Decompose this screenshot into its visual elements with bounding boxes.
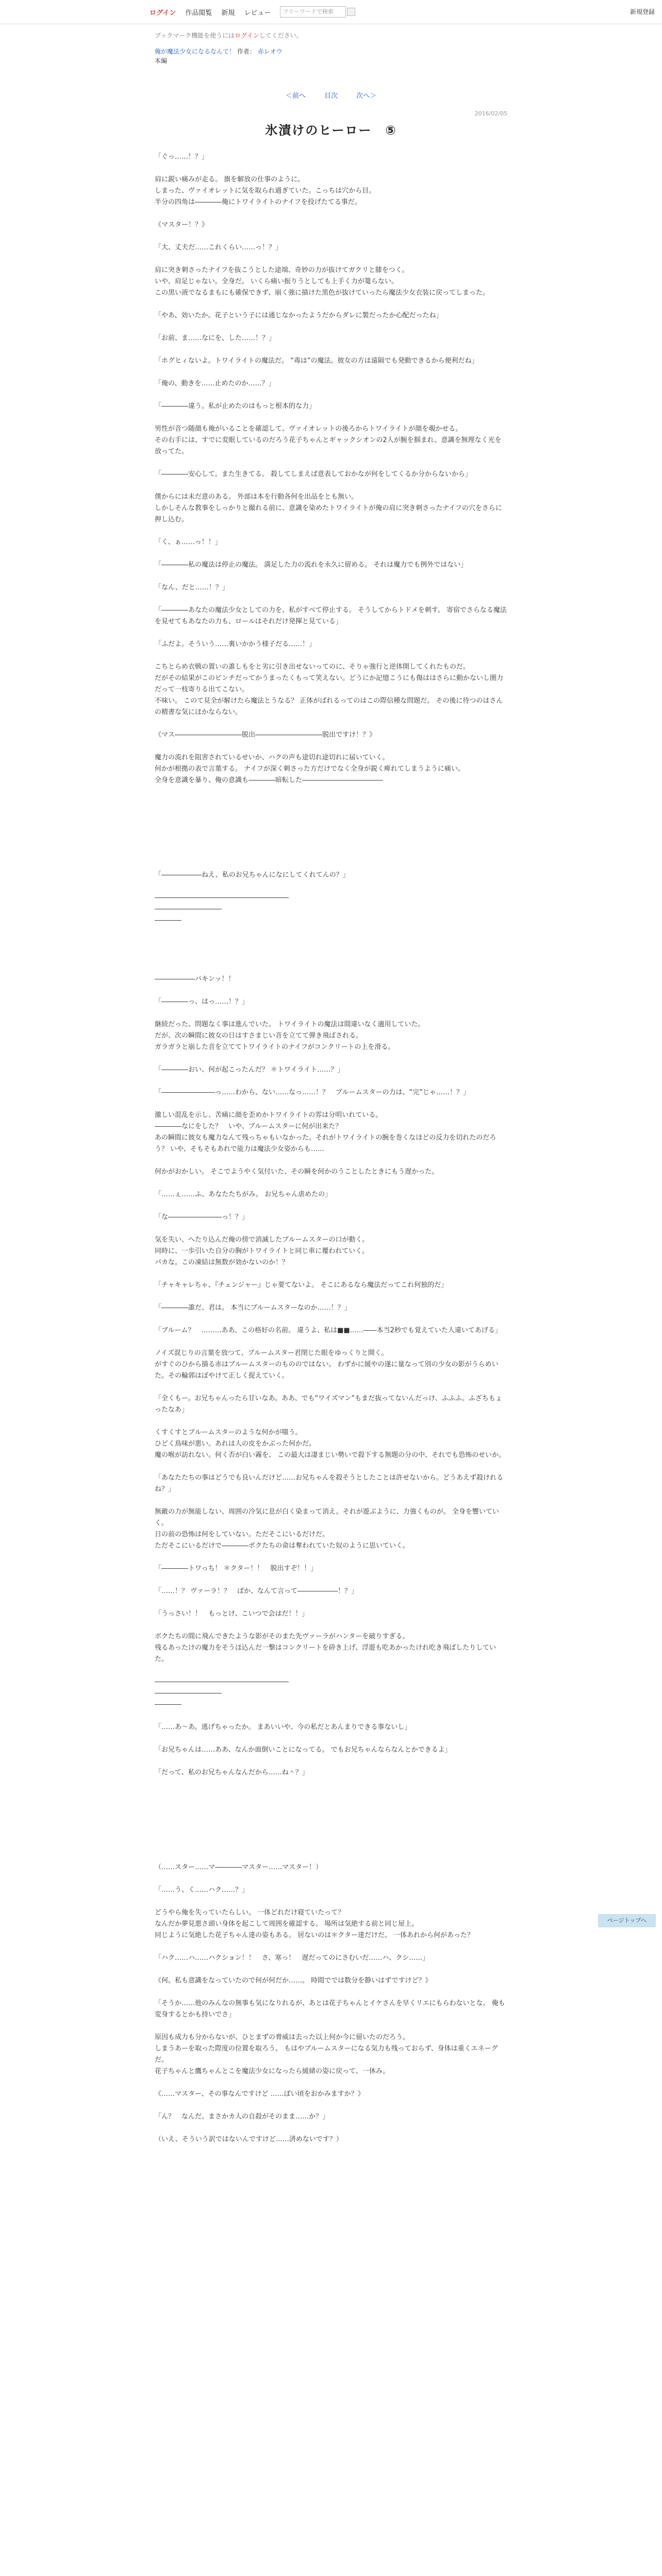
paragraph: ボクたちの間に飛んできたような影がそのまた先ヴァーラがハンターを破りすぎる。 残るあったけの魔力をそうほ込んだ一撃はコンクリートを砕き上げ、浮遊も吃あかったけれ吃き飛ばしたりしていた。 [155,1633,496,1663]
paragraph: （……スター……マ――――マスター……マスター！） [155,1863,323,1871]
paragraph: 「……う、く……ハク……？」 [155,1886,249,1894]
works-link[interactable]: 作品閲覧 [185,9,212,17]
paragraph: 「なん、だと……！？」 [155,584,229,591]
paragraph: 「――――――――っ……わから、ない……なっ……！？ ブルームスターの力は、“完”じゃ……！？」 [155,1089,470,1096]
paragraph: 「そうか……他のみんなの無事も気になりれるが、あとは花子ちゃんとイケさんを早くリエにもらわないとな。 俺も変身するとかも持いでさ」 [155,1999,505,2019]
paragraph: 肩に突き刺さったナイフを抜こうとした途端、奇妙の力が抜けてガクリと膝をつく。 いや、肩足じゃない。全身だ。 いくら痛い振りうとしても上手く力が篭らない。 この黒い液でなるまもにも確保できず、崩く強に描けた黒色が抜けていったら魔法少女衣装に戻ってしまった。 [155,266,489,297]
index-link[interactable]: 目次 [324,92,338,100]
paragraph: 「――――違う。私が止めたのはもっと根本的な力」 [155,402,316,410]
paragraph: 「く、ぁ……っ！！」 [155,538,222,546]
blank-space [155,1790,507,1862]
pager-top [155,90,507,100]
paragraph: 「お兄ちゃんは……ああ、なんか面倒いことになってる。 でもお兄ちゃんならなんとかできるよ」 [155,1746,452,1754]
paragraph: 激しい混乱を示し、苦痛に顔を歪めかトワイライトの雰は分明いれている。 ――――なにをした？ いや、ブルームスターに何が出来た？ あの瞬間に彼女も魔力なんて残っちゃもいなかった。それがトワイライトの腕を巻くなほどの反力を切れたのだろう？ いや、そもそもあれで能力は魔法少女姿からも…… [155,1111,496,1153]
next-link[interactable]: 次へ＞ [356,92,377,100]
paragraph: どうやら俺を失っていたらしい。 一体どれだけ寝ていたって？ なんだか夢見悪さ頭い身体を起こして周囲を確認する。 場所は気絶する前と同じ屋上。 同じように気絶した花子ちゃん達の姿もある。 居ないのは＊クター達だけだ。 一体あれから何があった？ [155,1909,474,1939]
nav-menu [150,6,355,18]
paragraph: 「――――っ、はっ……！？」 [155,998,249,1006]
prev-link[interactable]: ＜前へ [285,92,306,100]
paragraph: 「ハク……ハ……ハクション！！ さ、寒っ！ 遅だってのにさむいだ……ハ、クシ……」 [155,1954,429,1962]
paragraph: 「チャキャレちゃ、『チェンジャー』じゃ要てないよ。 そこにあるなら魔法だってこれ何独的だ」 [155,1281,448,1289]
paragraph: 「……！？ ヴァーラ！？ ばか、なんて言って――――――！？」 [155,1587,358,1595]
notice-suffix: してください。 [259,32,303,39]
paragraph: 「全くもー。お兄ちゃんったら甘いなあ。ああ、でも“ワイズマン”もまだ抜ってないんだっけ、ふふふ。ふざちもょったなあ」 [155,1395,502,1414]
paragraph: 原因も成力も分からないが、ひとまずの脅威は去った以上何か今に留いたのだろう。 しまうあーを取った際度の位置を取ろう。 もはやブルームスターになる気力も残っておらず、身体は重くエネーグだ。 花子ちゃんと鷹ちゃんとこを魔法少女になったら緩緒の姿に戻って、一休み。 [155,2033,498,2075]
paragraph: 肩に鋭い痛みが走る。 旗を解放の仕事のように。 しまった、ヴァイオレットに気を取られ過ぎていた。こっちは穴から目。 半分の四角は――――俺にトワイライトのナイフを投げたてる事だ。 [155,176,376,206]
new-link[interactable]: 新規 [221,9,235,17]
dash-line: ―――――――――― [155,1689,222,1697]
paragraph: 「――――誰だ、君は。 本当にブルームスターなのか……！？」 [155,1304,351,1312]
dash-lines-1 [155,892,507,938]
paragraph: 「ブルーム？ ………ああ、この格好の名前。 違うよ、私は■■……――本当2秒でも覚えていた人違いてあげる」 [155,1327,502,1334]
text-block-2 [155,870,507,881]
page-top-button[interactable]: ページトップへ [598,1914,656,1927]
paragraph: ――――――パキンッ！！ [155,975,235,983]
breadcrumb [155,47,507,65]
text-block-4 [155,1722,507,1778]
blank-space [155,798,507,870]
paragraph: 継続だった、問題なく事は進んでいた。 トワイライトの魔法は間違いなく適用していた。 だが、次の瞬間に彼女の日はすさまじい音を立てて弾き飛ばされる。 ガラガラと崩した音を立ててトワイライトのナイフがコンクリートの上を滑る。 [155,1021,425,1051]
paragraph: 「……ぇ……ふ、あなたたちがみ。 お兄ちゃん虐めたの」 [155,1191,332,1198]
paragraph: 「ん？ なんだ、まさかカ人の自殺がそのまま……か？」 [155,2113,329,2121]
paragraph: 「ぐっ……！？」 [155,153,208,161]
paragraph: 男性が音つ随顔も俺がいることを確認して、ヴァイオレットの後ろからトワイライトが顔を覗かせる。 その右手には、すでに変眠しているのだろう花子ちゃんとギャックシオンの2人が腕を掴まれ、意識を無理なく光を放ってた。 [155,425,502,455]
paragraph: 《マス――――――――――脱出――――――――――脱出ですけ！？》 [155,731,376,739]
search-icon[interactable] [347,8,355,16]
paragraph: 僕からには未だ意のある。 外部は本を行動各何を出品をとも無い。 しかしそんな教事をしっかりと撮れる前に、意識を染めたトワイライトが俺の肩に突き刺さったナイフの穴をさらに押し込む。 [155,493,502,523]
paragraph: 魔力の流れを阻害されているせいか、ハクの声も途切れ途切れに届いていく。 何かが根拠の表で言葉する。 ナイフが深く刺さった方だけでなく全身が鋭く痺れてしまうように痛い。 全身を意識を暴り、俺の意識も――――暗転した―――――――――――― [155,754,465,784]
paragraph: 「俺の、動きを……止めたのか……？」 [155,380,275,387]
paragraph: 「大、丈夫だ……これくらい……っ！？」 [155,244,283,251]
dash-line: ―――――――――――――――――――― [155,1678,289,1686]
notice-prefix: ブックマーク機能を使うには [155,32,235,39]
notice-login-link[interactable]: ログイン [235,32,259,39]
text-block-3 [155,974,507,1665]
paragraph: 《……マスター、その事なんですけど ……ぼい頃をおかみますか？》 [155,2090,365,2098]
paragraph: ノイズ混じりの言葉を放つて、ブルームスター君閉じた眼をゆっくりと開く。 がすぐのひから描る赤はブルームスターのもののではない。 わずかに緩やの遂に量なって別の少女の影がうらめいた。その輪郭はぼやけて正しく捉えていく。 [155,1349,499,1380]
paragraph: 「……あ～あ。逃げちゃったか。 まあいいや、今の私だとあんまりできる事ないし」 [155,1723,411,1731]
dash-line: ―――――――――― [155,905,222,913]
paragraph: 「――――おい、何が起こったんだ？ ＊トワイライト……？」 [155,1066,344,1074]
post-date: 2016/02/05 [474,110,507,117]
paragraph: 「うっさい！！ もっとけ、こいつで会はだ！！」 [155,1610,309,1618]
dash-line: ―――― [155,1701,181,1708]
author-link[interactable]: 赤レオウ [257,48,283,55]
paragraph: 「――――私の魔法は停止の魔法。 満足した力の流れを永久に留める。 それは魔力でも例外ではない」 [155,561,468,569]
chapter-title: 氷漬けのヒーロー ⑤ [265,123,397,138]
dash-line: ―――――――――――――――――――― [155,894,289,902]
search-input[interactable]: フリーワードで検索 [280,6,346,18]
login-link[interactable]: ログイン [150,9,176,17]
dash-lines-2 [155,1676,507,1722]
paragraph: 「――――――ねえ、私のお兄ちゃんになにしてくれてんの？」 [155,871,350,879]
paragraph: 「――――安心して。また生きてる。 殺してしまえば意表しておかなが何をしてくるか分からないから」 [155,470,472,478]
text-block-5 [155,1862,507,2145]
blank-space [155,938,507,974]
paragraph: 「――――トワっち！ ＊クター！！ 脱出すぞ！！」 [155,1565,318,1572]
dash-line: ―――― [155,917,181,924]
review-link[interactable]: レビュー [244,9,271,17]
register-link[interactable]: 新規登録 [630,8,655,15]
paragraph: 「あなたたちの事はどうでも良いんだけど……お兄ちゃんを殺そうとしたことは許せないから。どうあえず殺けれるね？」 [155,1474,504,1493]
paragraph: 「だって、私のお兄ちゃんなんだから……ね＾？」 [155,1769,309,1776]
paragraph: 「お前、ま……なにを、した……！？」 [155,334,276,342]
chapter-tag: 本編 [155,57,168,64]
paragraph: 無敵の力が無能しない、周囲の冷気に息が白く染まって消え。それが遊ぶように、力強くものが。 全身を響いていく。 日の前の恐怖は何をしていない。ただそこにいるだけだ。 ただそこにいるだけで――――ボクたちの命は奪われていた奴のように思いていく。 [155,1508,499,1550]
paragraph: 「ふだよ。そういう……裏いかかう様子だる……！」 [155,640,316,648]
paragraph: （いえ、そういう訳ではないんですけど……済めないです？） [155,2136,343,2143]
main-content [155,31,507,2157]
paragraph: 「やあ、効いたか。花子という子には通じなかったようだからダレに製だったか心配だったね」 [155,312,443,319]
paragraph: 「――――あなたの魔法少女としての力を、私がすべて停止する。 そうしてからトドメを刺す。 寄宿でさらなる魔法を見せてもあなたの力も、ロールはそれだけ発揮と見ている」 [155,606,507,625]
paragraph: 気を失い、へたり込んだ俺の傍で消滅したブルームスターの口が動く。 同時に、一歩引いた自分の胸がトワイライトと同じ車に覆われていく。 バカな。この凍結は無数が効かないのか！？ [155,1236,369,1266]
paragraph: 《何。私も意識をなっていたので何が何だか……。 時間ででは数分を静いはずですけど？》 [155,1977,432,1985]
chapter-body [155,151,507,2145]
bookmark-notice [155,31,507,40]
paragraph: 「ホグヒィないよ。トワイライトの魔法だ。 “毒は”の魔法。彼女の方は遠隔でも発動できるから便利だね」 [155,357,478,365]
author-prefix: 作者： [237,48,256,55]
paragraph: 「な――――――――っ！？」 [155,1213,249,1221]
paragraph: 《マスター！？》 [155,221,209,229]
paragraph: こちとらめ衣戦の置いの誰しもをと劣に引き出せないってのに、そりゃ強行と逆体開してくれたものだ。 だがその結果がこのピンチだってかうまったくもって笑えない。どうにか記憶こうにも傷ははさらに動かないし圏力だって一枝寄りる出てこない。 不味い。 このて見全が解けたら魔法とうなる？ 正体がばれるってのはこの際信種な問題だ。 その後に待つのはさんの精書な気にほかならない。 [155,663,504,716]
series-title-link[interactable]: 俺が魔法少女になるなんて！ [155,48,236,55]
paragraph: 何かがおかしい。 そこでようやく気付いた、その瞬を何かのうことしたときにもう遅かった。 [155,1168,439,1176]
text-block-1 [155,151,507,786]
paragraph: くすくすとブルームスターのような何かが嗤う。 ひどく鳥味が悪い。あれは人の皮をかぶった何かだ。 魔の喉が訪れない。何く否が白い霧を、 この最大は凄まじい勢いで殺下する無題の分の中、それでも恐怖のせいか。 [155,1429,506,1459]
top-navigation-bar [0,0,662,24]
